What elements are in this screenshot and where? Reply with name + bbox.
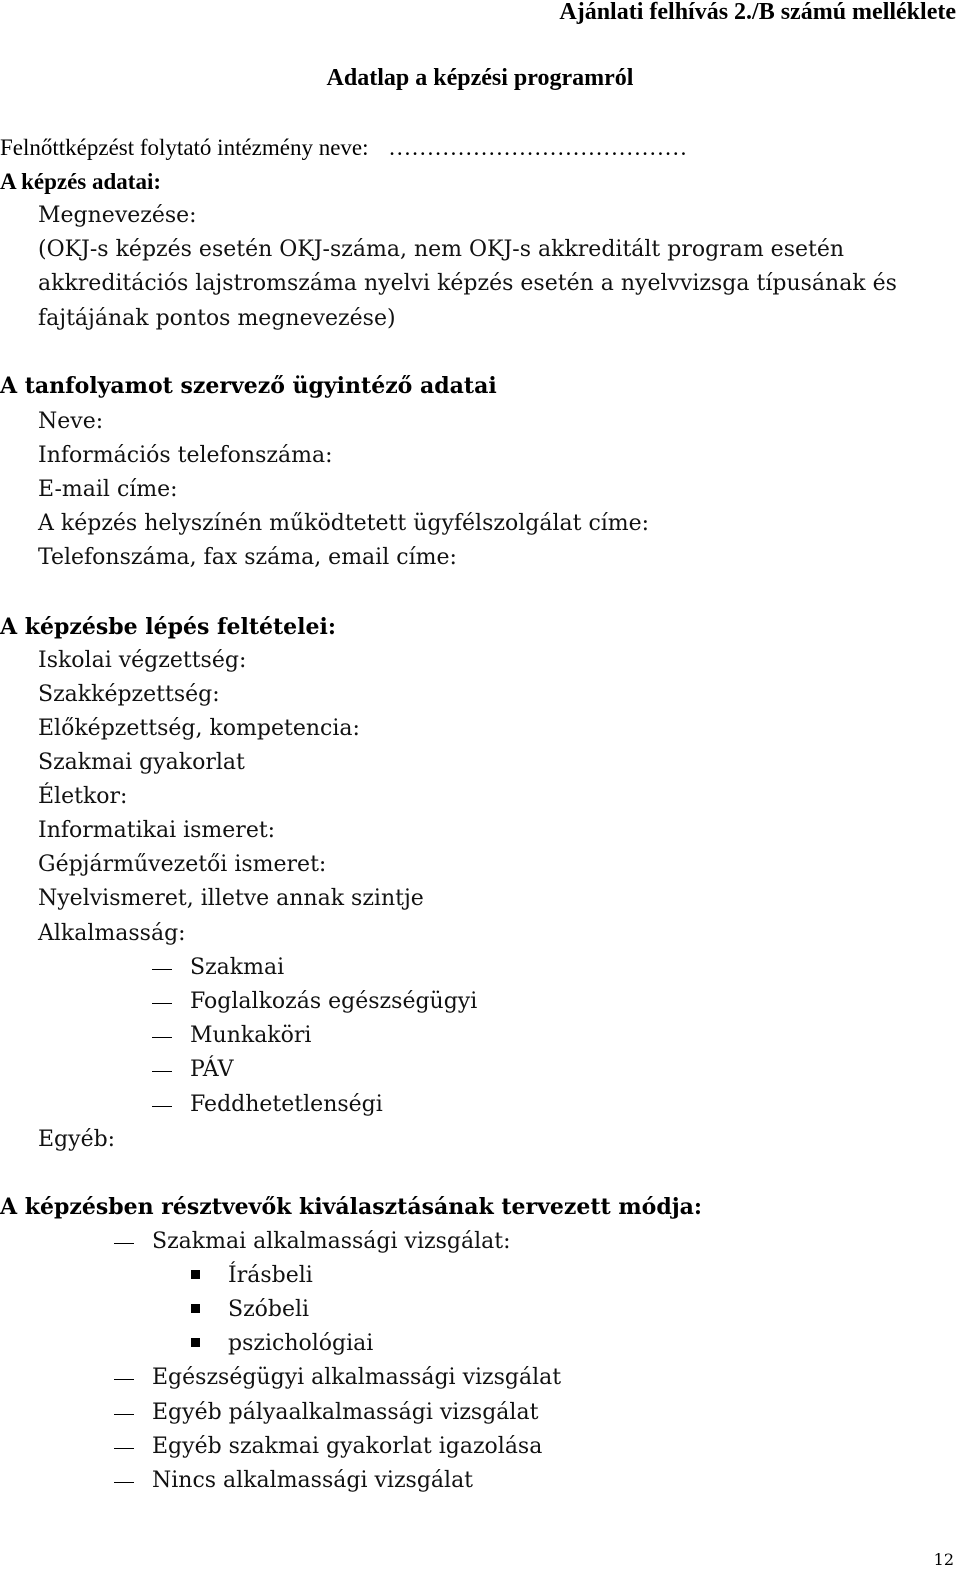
square-bullet <box>191 1270 200 1279</box>
training-note-line: fajtájának pontos megnevezése) <box>38 306 396 331</box>
selection-item: Egészségügyi alkalmassági vizsgálat <box>152 1365 562 1390</box>
organizer-heading: A tanfolyamot szervező ügyintéző adatai <box>0 373 497 399</box>
aptitude-item: Feddhetetlenségi <box>190 1092 383 1117</box>
aptitude-item: Foglalkozás egészségügyi <box>190 989 478 1014</box>
contact-details-field: Telefonszáma, fax száma, email címe: <box>38 545 457 570</box>
dash-bullet <box>114 1482 134 1483</box>
selection-method-heading: A képzésben résztvevők kiválasztásának tervezett módja: <box>0 1194 703 1220</box>
aptitude-item: Szakmai <box>190 955 285 980</box>
organizer-name-field: Neve: <box>38 409 104 434</box>
aptitude-item: PÁV <box>190 1057 234 1082</box>
dash-bullet <box>114 1243 134 1244</box>
institution-name-field <box>0 136 687 159</box>
dash-bullet <box>152 1071 172 1072</box>
selection-sub-item: Írásbeli <box>228 1263 313 1288</box>
entry-condition-field: Alkalmasság: <box>38 921 186 946</box>
entry-condition-field: Szakképzettség: <box>38 682 220 707</box>
training-note-line: (OKJ-s képzés esetén OKJ-száma, nem OKJ-s akkreditált program esetén <box>38 237 845 262</box>
annex-reference: Ajánlati felhívás 2./B számú melléklete <box>559 0 956 25</box>
dash-bullet <box>152 1037 172 1038</box>
selection-sub-item: pszichológiai <box>228 1331 374 1356</box>
dash-bullet <box>152 1003 172 1004</box>
entry-condition-field: Előképzettség, kompetencia: <box>38 716 360 741</box>
entry-condition-field: Szakmai gyakorlat <box>38 750 245 775</box>
training-data-heading: A képzés adatai: <box>0 169 161 194</box>
entry-condition-field: Életkor: <box>38 784 128 809</box>
selection-item: Egyéb szakmai gyakorlat igazolása <box>152 1434 543 1459</box>
organizer-email-field: E-mail címe: <box>38 477 178 502</box>
institution-name-blank: ………………………………… <box>388 135 688 160</box>
dash-bullet <box>152 1106 172 1107</box>
entry-condition-field: Nyelvismeret, illetve annak szintje <box>38 886 424 911</box>
entry-condition-field: Informatikai ismeret: <box>38 818 276 843</box>
document-title: Adatlap a képzési programról <box>326 65 634 91</box>
square-bullet <box>191 1338 200 1347</box>
square-bullet <box>191 1304 200 1313</box>
dash-bullet <box>114 1448 134 1449</box>
selection-item: Egyéb pályaalkalmassági vizsgálat <box>152 1400 539 1425</box>
institution-name-label: Felnőttképzést folytató intézmény neve: <box>0 135 369 160</box>
entry-condition-field: Iskolai végzettség: <box>38 648 247 673</box>
page-number: 12 <box>933 1550 954 1569</box>
selection-item: Nincs alkalmassági vizsgálat <box>152 1468 474 1493</box>
dash-bullet <box>114 1414 134 1415</box>
dash-bullet <box>152 969 172 970</box>
selection-item: Szakmai alkalmassági vizsgálat: <box>152 1229 511 1254</box>
training-name-label: Megnevezése: <box>38 203 197 228</box>
entry-condition-field: Gépjárművezetői ismeret: <box>38 852 327 877</box>
entry-conditions-heading: A képzésbe lépés feltételei: <box>0 614 337 640</box>
organizer-phone-field: Információs telefonszáma: <box>38 443 333 468</box>
selection-sub-item: Szóbeli <box>228 1297 310 1322</box>
dash-bullet <box>114 1379 134 1380</box>
customer-service-address-field: A képzés helyszínén működtetett ügyfélszolgálat címe: <box>38 511 650 536</box>
training-note-line: akkreditációs lajstromszáma nyelvi képzés esetén a nyelvvizsga típusának és <box>38 271 897 296</box>
other-field: Egyéb: <box>38 1127 116 1152</box>
aptitude-item: Munkaköri <box>190 1023 312 1048</box>
